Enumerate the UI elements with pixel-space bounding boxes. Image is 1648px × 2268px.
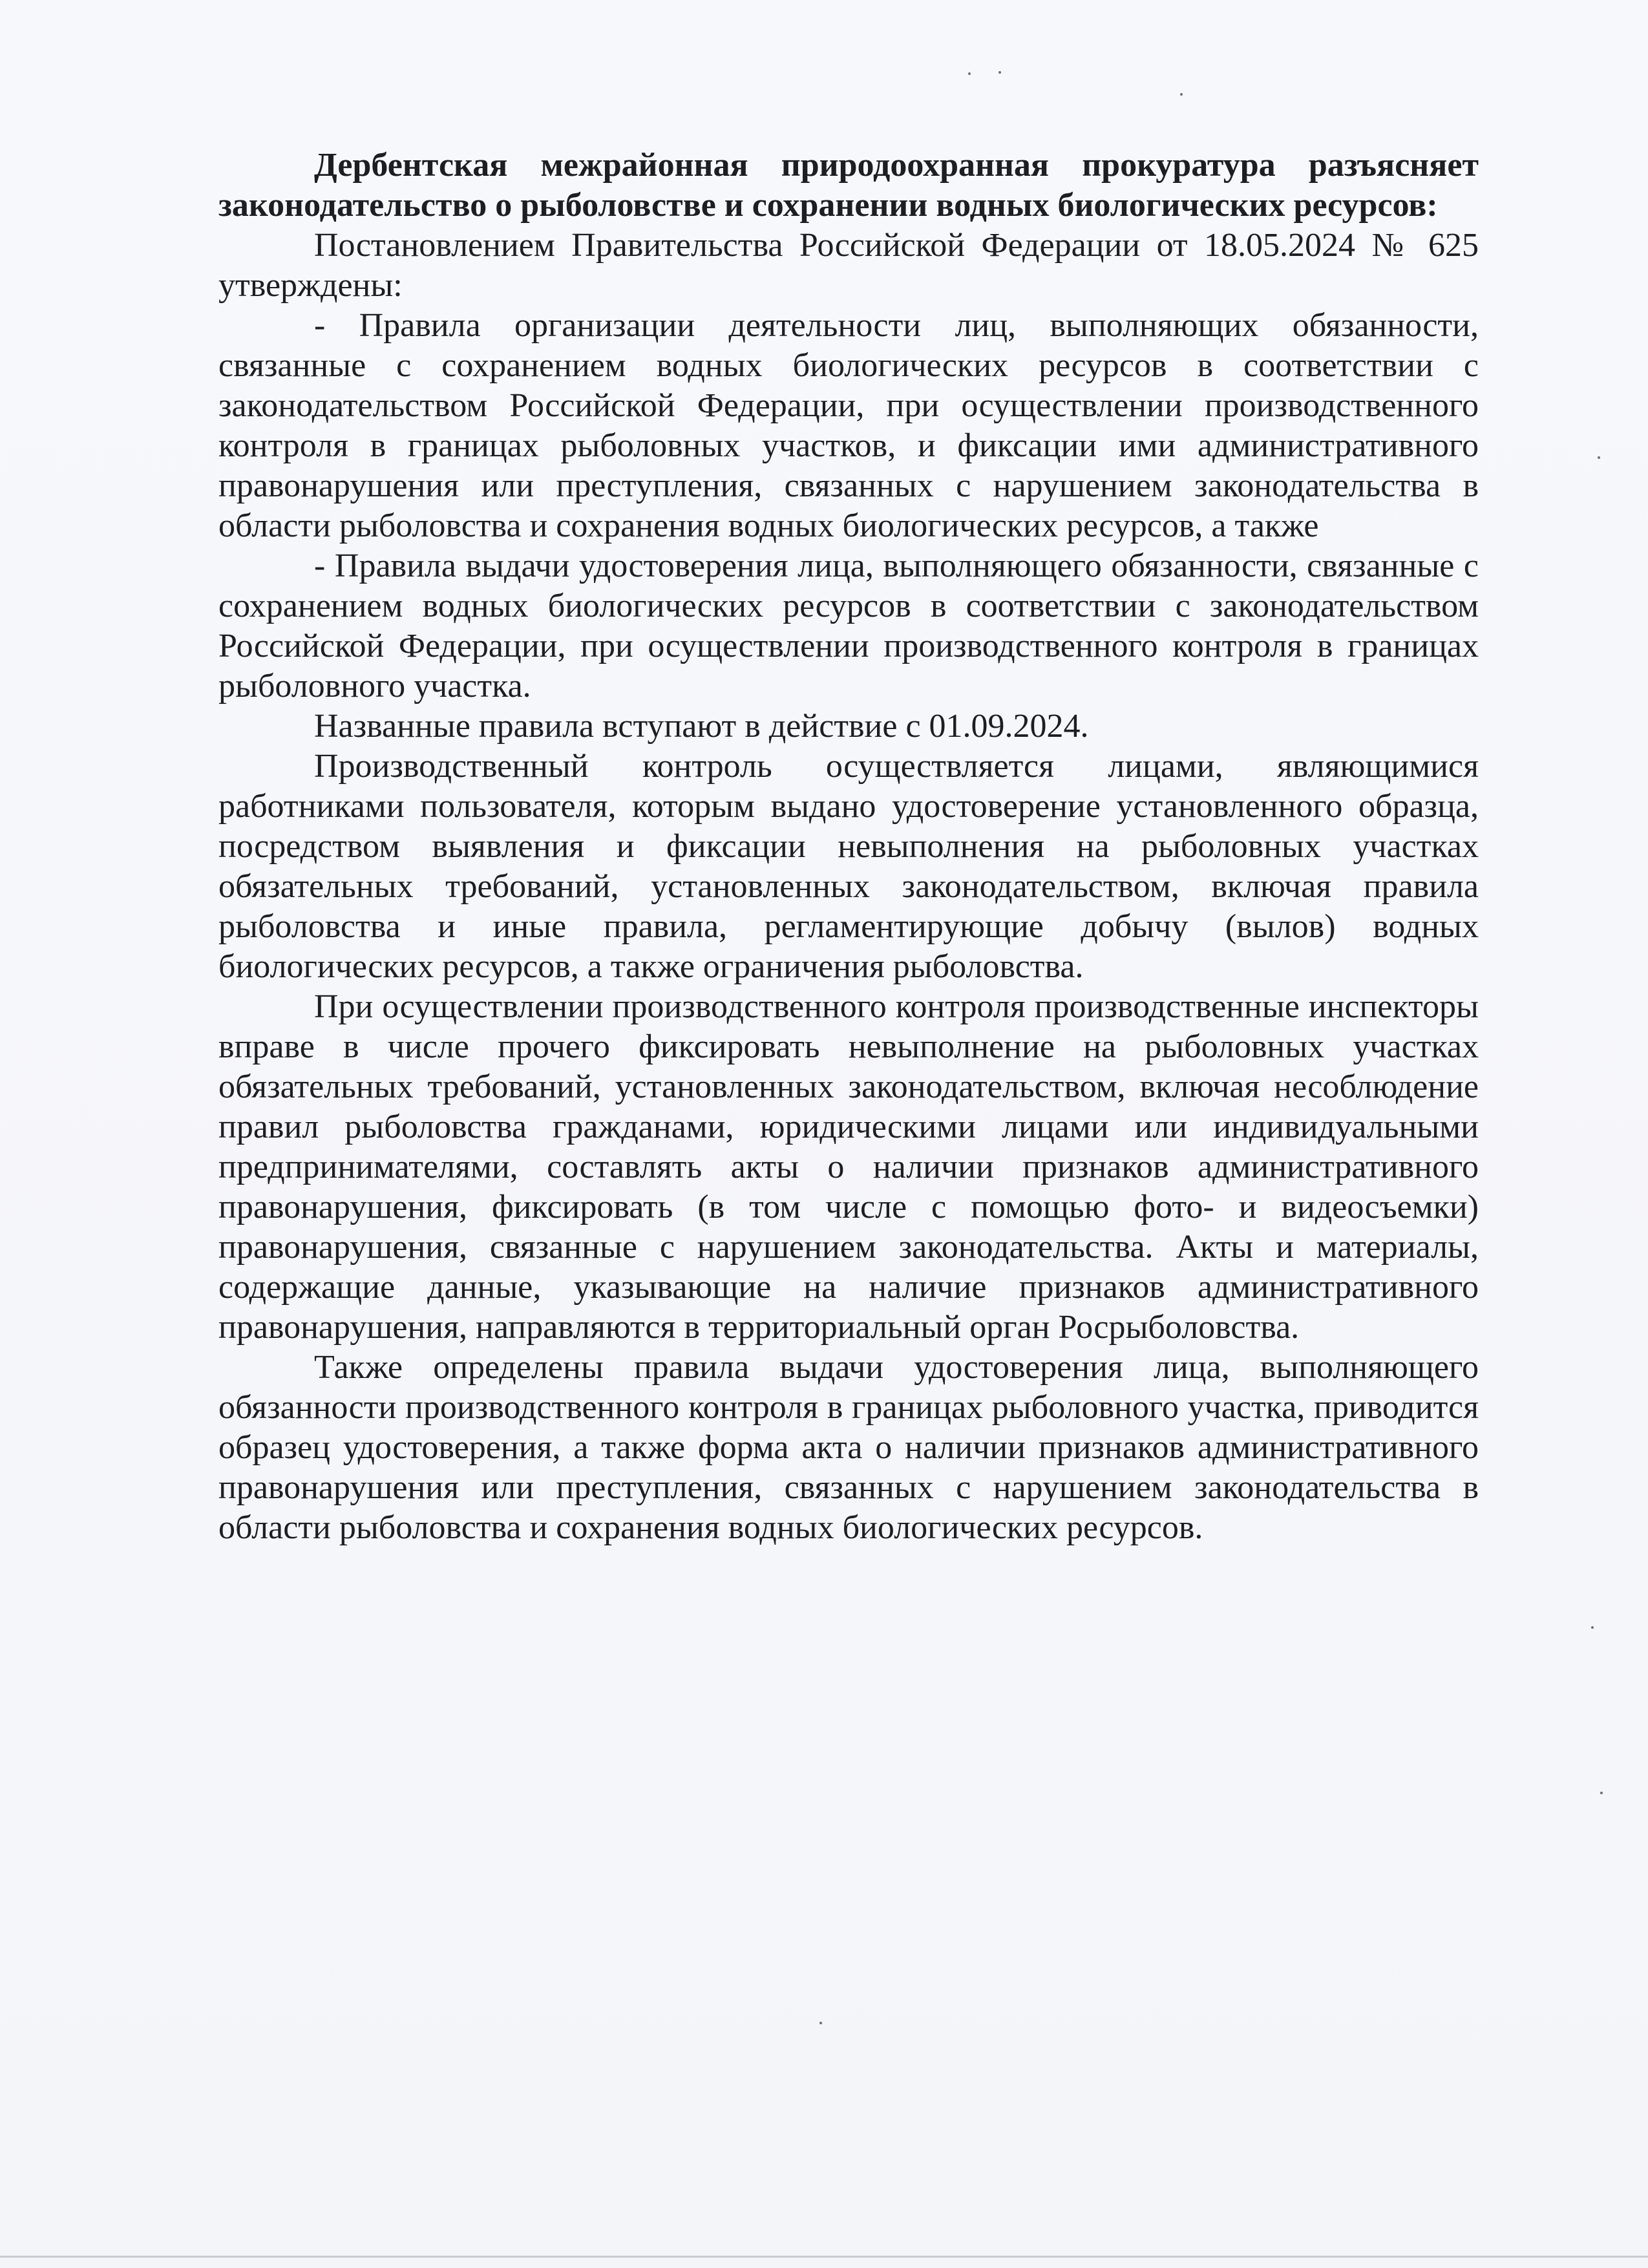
paragraph-certificate-form: Также определены правила выдачи удостоверения лица, выполняющего обязанности производственного контроля в границах рыболовного участка, приводится образец удостоверения, а также форма акта о наличии признаков административного правонарушения или преступления, связанных с нарушением законодательства в области рыболовства и сохранения водных биологических ресурсов. [218, 1349, 1479, 1546]
scan-speck [819, 2022, 822, 2024]
page-bottom-edge [0, 2256, 1648, 2258]
scan-speck [1600, 1792, 1603, 1794]
paragraph-rules-organization: - Правила организации деятельности лиц, выполняющих обязанности, связанные с сохранением водных биологических ресурсов в соответствии с законодательством Российской Федерации, при осуществлении производственного контроля в границах рыболовных участков, и фиксации ими административного правонарушения или преступления, связанных с нарушением законодательства в области рыболовства и сохранения водных биологических ресурсов, а также [218, 307, 1479, 544]
paragraph-decree: Постановлением Правительства Российской Федерации от 18.05.2024 № 625 утверждены: [218, 227, 1479, 304]
scan-speck [998, 71, 1001, 74]
scan-speck [1591, 1626, 1594, 1629]
paragraph-inspector-rights: При осуществлении производственного контроля производственные инспекторы вправе в числе прочего фиксировать невыполнение на рыболовных участках обязательных требований, установленных законодательством, включая несоблюдение правил рыболовства гражданами, юридическими лицами или индивидуальными предпринимателями, составлять акты о наличии признаков административного правонарушения, фиксировать (в том числе с помощью фото- и видеосъемки) правонарушения, связанные с нарушением законодательства. Акты и материалы, содержащие данные, указывающие на наличие признаков административного правонарушения, направляются в территориальный орган Росрыболовства. [218, 988, 1479, 1346]
scan-speck [1598, 456, 1600, 459]
scan-speck [968, 72, 971, 75]
document-heading: Дербентская межрайонная природоохранная прокуратура разъясняет законодательство о рыболовстве и сохранении водных биологических ресурсов: [218, 147, 1479, 224]
document-body [218, 145, 1479, 1548]
scan-speck [1180, 93, 1183, 96]
paragraph-rules-certificate: - Правила выдачи удостоверения лица, выполняющего обязанности, связанные с сохранением водных биологических ресурсов в соответствии с законодательством Российской Федерации, при осуществлении производственного контроля в границах рыболовного участка. [218, 547, 1479, 705]
paragraph-production-control: Производственный контроль осуществляется лицами, являющимися работниками пользователя, которым выдано удостоверение установленного образца, посредством выявления и фиксации невыполнения на рыболовных участках обязательных требований, установленных законодательством, включая правила рыболовства и иные правила, регламентирующие добычу (вылов) водных биологических ресурсов, а также ограничения рыболовства. [218, 748, 1479, 985]
paragraph-effective-date: Названные правила вступают в действие с 01.09.2024. [314, 708, 1089, 745]
